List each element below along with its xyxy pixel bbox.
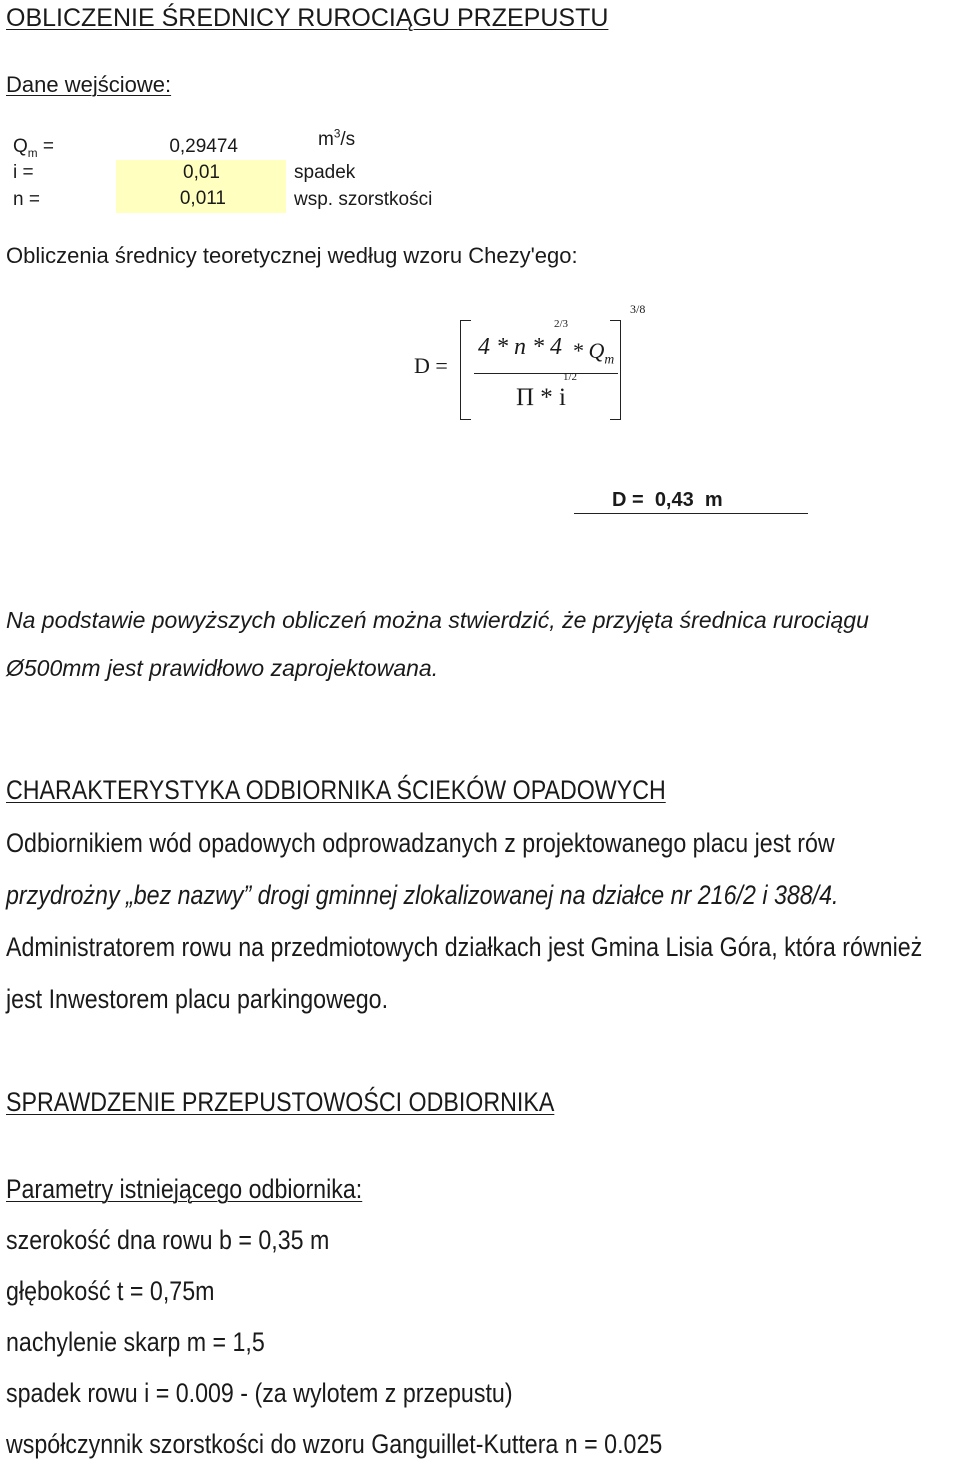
result-label: D =	[612, 489, 644, 511]
param-text: nachylenie skarp m = 1,5	[6, 1327, 265, 1357]
section1-line	[6, 932, 960, 963]
param-line	[6, 1276, 248, 1307]
formula-numerator-tail	[572, 338, 615, 367]
section1-line-text: jest Inwestorem placu parkingowego.	[6, 984, 389, 1014]
param-text: spadek rowu i = 0.009 - (za wylotem z przepustu)	[6, 1378, 513, 1408]
param-text: współczynnik szorstkości do wzoru Ganguillet-Kuttera n = 0.025	[6, 1429, 663, 1459]
input-eq: =	[23, 189, 40, 210]
input-symbol: n	[13, 189, 24, 210]
input-unit-qm	[318, 129, 355, 151]
section1-line-text	[6, 880, 839, 911]
inputs-heading: Dane wejściowe:	[6, 72, 172, 97]
conclusion-line: Ø500mm jest prawidłowo zaprojektowana.	[6, 655, 439, 681]
input-symbol-sub: m	[27, 146, 38, 160]
section1-line2-c: drogi gminnej zlokalizowanej na działce nr 216/2 i 388/4.	[251, 880, 839, 910]
section1-line-text: Administratorem rowu na przedmiotowych działkach jest Gmina Lisia Góra, która również	[6, 932, 923, 962]
param-line	[6, 1378, 595, 1409]
params-heading-text: Parametry istniejącego odbiornika:	[6, 1174, 363, 1204]
section-heading-receiver	[6, 775, 773, 806]
section-heading-capacity	[6, 1087, 644, 1118]
section1-line2-a: przydrożny	[6, 880, 127, 910]
input-unit-i	[294, 162, 355, 184]
formula-numerator-base: 4 * n * 4	[478, 334, 562, 360]
param-line	[6, 1429, 769, 1460]
input-unit-sup: 3	[333, 127, 341, 141]
result-value: 0,43	[654, 489, 694, 511]
section1-line2-b: „bez nazwy”	[126, 880, 252, 910]
result-underline	[574, 513, 808, 514]
param-text: szerokość dna rowu b = 0,35 m	[6, 1225, 330, 1255]
formula-bracket-right	[610, 320, 621, 420]
param-line	[6, 1225, 382, 1256]
input-cell-qm	[116, 134, 286, 161]
formula-denominator	[516, 384, 566, 412]
input-label-qm	[13, 136, 54, 158]
formula-q: * Q	[572, 338, 605, 363]
input-cell-i	[116, 160, 286, 187]
input-symbol: i	[13, 162, 18, 183]
section-heading-text: CHARAKTERYSTYKA ODBIORNIKA ŚCIEKÓW OPADOWYCH	[6, 775, 666, 805]
param-line	[6, 1327, 307, 1358]
result-unit: m	[704, 489, 723, 511]
section1-line	[6, 880, 960, 911]
input-value-n: 0,011	[179, 188, 226, 209]
input-label-i	[13, 162, 34, 184]
formula-fraction-line	[474, 373, 618, 374]
input-symbol: Q	[13, 136, 28, 157]
param-text: głębokość t = 0,75m	[6, 1276, 215, 1306]
input-eq: =	[37, 136, 54, 157]
section1-line	[6, 828, 960, 859]
input-value-i: 0,01	[183, 162, 220, 183]
formula-bracket-left	[460, 320, 471, 420]
formula-numerator	[478, 334, 562, 361]
input-label-n	[13, 189, 40, 211]
params-heading	[6, 1174, 420, 1205]
input-unit-main: wsp. szorstkości	[294, 189, 433, 210]
formula-denominator-base: Π * i	[516, 384, 566, 411]
input-value-qm: 0,29474	[169, 136, 238, 157]
formula-numerator-exponent: 2/3	[554, 318, 569, 330]
formula-outer-exponent: 3/8	[630, 302, 646, 316]
input-eq: =	[17, 162, 34, 183]
input-unit-n	[294, 189, 432, 211]
section-heading-text: SPRAWDZENIE PRZEPUSTOWOŚCI ODBIORNIKA	[6, 1087, 555, 1117]
conclusion-line: Na podstawie powyższych obliczeń można stwierdzić, że przyjęta średnica rurociągu	[6, 607, 869, 633]
formula-lhs: D =	[414, 353, 448, 378]
result-row	[612, 489, 723, 512]
formula-q-sub: m	[604, 351, 615, 367]
chezy-heading: Obliczenia średnicy teoretycznej według wzoru Chezy'ego:	[6, 243, 578, 268]
input-unit-tail: /s	[340, 129, 356, 150]
document-title: OBLICZENIE ŚREDNICY RUROCIĄGU PRZEPUSTU	[6, 4, 609, 32]
formula-denominator-exponent: 1/2	[563, 371, 578, 383]
input-cell-n	[116, 186, 286, 213]
section1-line	[6, 984, 450, 1015]
section1-line-text: Odbiornikiem wód opadowych odprowadzanych z projektowanego placu jest rów	[6, 828, 835, 858]
input-unit-main: spadek	[294, 162, 356, 183]
input-unit-main: m	[318, 129, 334, 150]
